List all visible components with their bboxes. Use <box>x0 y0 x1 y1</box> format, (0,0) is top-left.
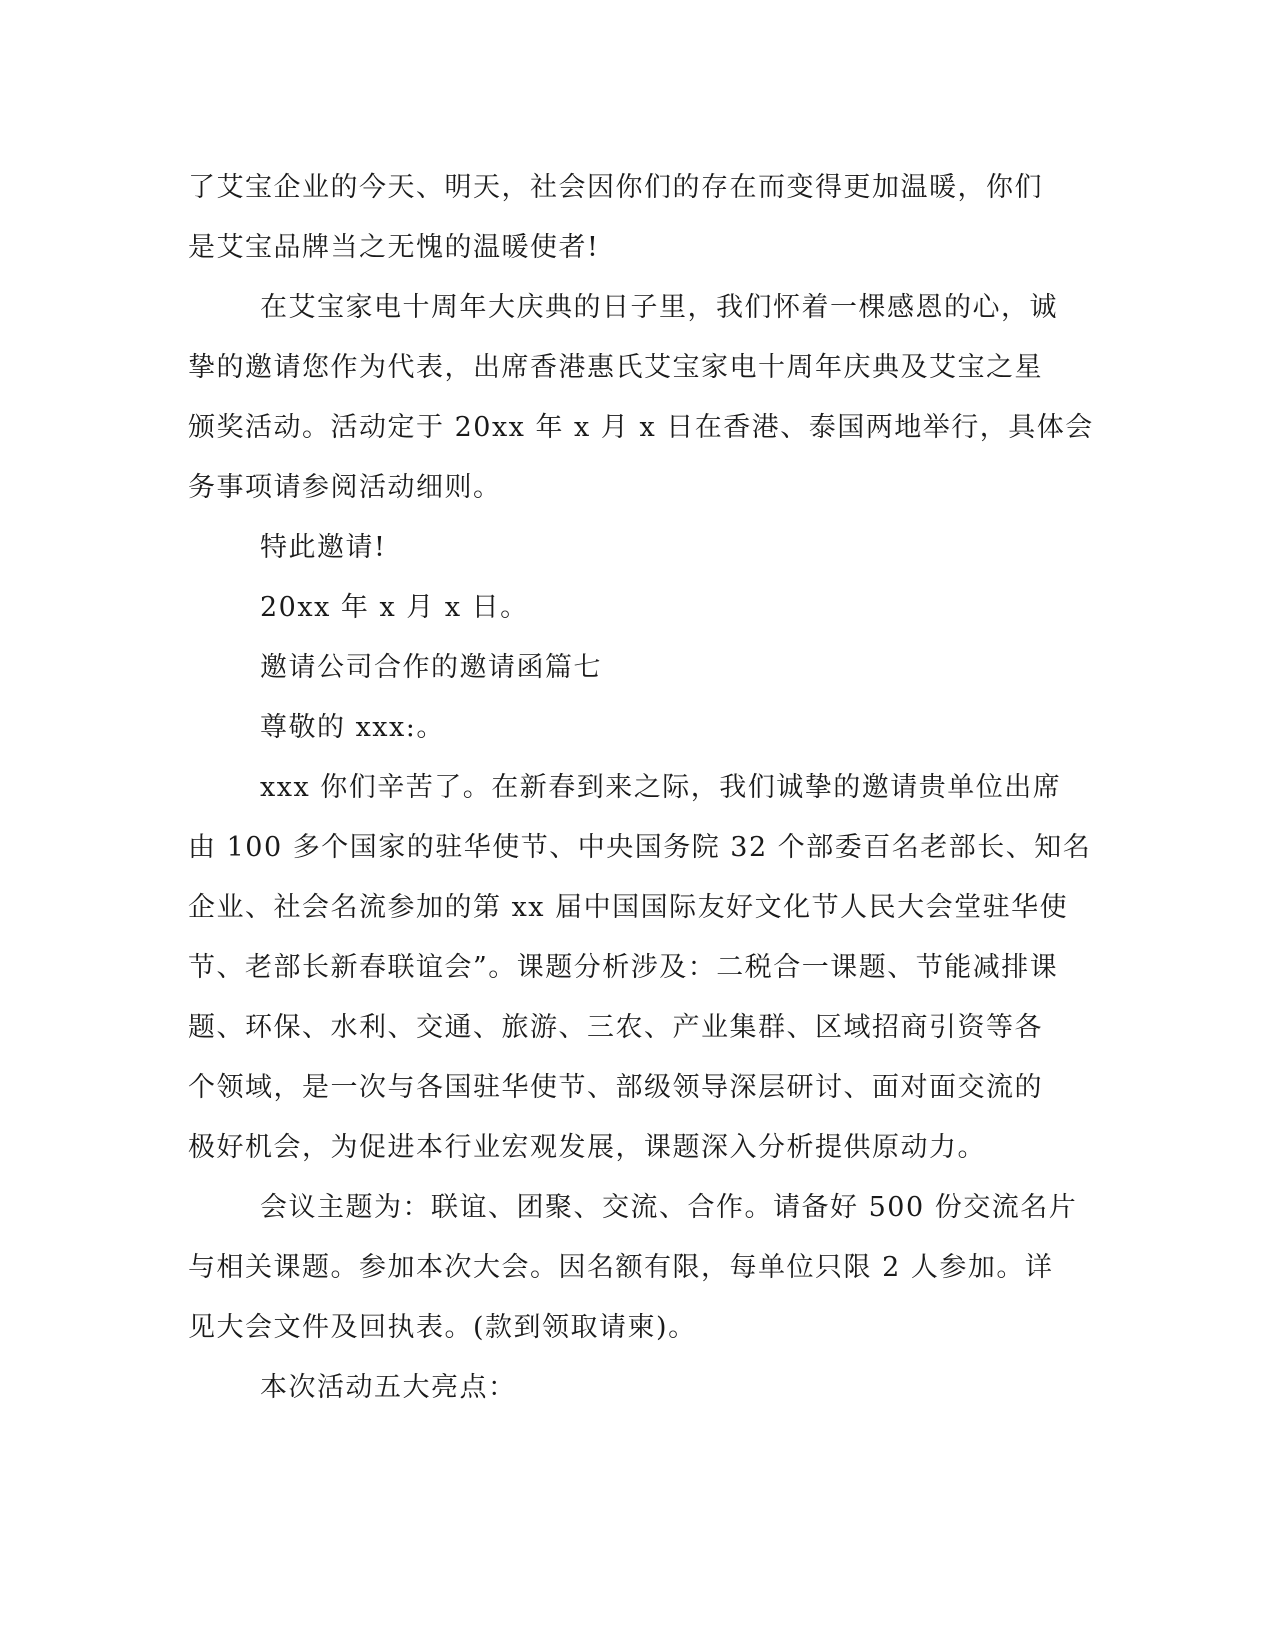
text-line: 与相关课题。参加本次大会。因名额有限，每单位只限 2 人参加。详 <box>188 1252 1054 1283</box>
paragraph-2 <box>188 278 1094 518</box>
text-line: 个领域，是一次与各国驻华使节、部级领导深层研讨、面对面交流的 <box>188 1072 1043 1103</box>
paragraph-4 <box>188 578 1068 638</box>
paragraph-7 <box>188 758 1092 1178</box>
text-line: 见大会文件及回执表。(款到领取请柬)。 <box>188 1312 697 1343</box>
paragraph-9 <box>188 1358 1068 1418</box>
text-line: 节、老部长新春联谊会”。课题分析涉及：二税合一课题、节能减排课 <box>188 952 1059 983</box>
text-line: 挚的邀请您作为代表，出席香港惠氏艾宝家电十周年庆典及艾宝之星 <box>188 352 1043 383</box>
text-line: 颁奖活动。活动定于 20xx 年 x 月 x 日在香港、泰国两地举行，具体会 <box>188 412 1094 443</box>
paragraph-3 <box>188 518 1068 578</box>
text-line: 特此邀请! <box>260 532 387 563</box>
paragraph-1 <box>188 158 1068 278</box>
text-line: 由 100 多个国家的驻华使节、中央国务院 32 个部委百名老部长、知名 <box>188 832 1092 863</box>
paragraph-6 <box>188 698 1068 758</box>
text-line: xxx 你们辛苦了。在新春到来之际，我们诚挚的邀请贵单位出席 <box>260 772 1062 803</box>
text-line: 会议主题为：联谊、团聚、交流、合作。请备好 500 份交流名片 <box>260 1192 1078 1223</box>
text-line: 务事项请参阅活动细则。 <box>188 472 502 503</box>
text-line: 企业、社会名流参加的第 xx 届中国国际友好文化节人民大会堂驻华使 <box>188 892 1069 923</box>
salutation: 尊敬的 xxx:。 <box>260 712 445 743</box>
section-heading: 邀请公司合作的邀请函篇七 <box>260 652 602 683</box>
date-line: 20xx 年 x 月 x 日。 <box>260 592 529 623</box>
text-line: 了艾宝企业的今天、明天，社会因你们的存在而变得更加温暖，你们 <box>188 172 1043 203</box>
text-line: 是艾宝品牌当之无愧的温暖使者! <box>188 232 600 263</box>
paragraph-5 <box>188 638 1068 698</box>
document-body <box>188 158 1094 1418</box>
text-line: 本次活动五大亮点： <box>260 1372 517 1403</box>
paragraph-8 <box>188 1178 1078 1358</box>
text-line: 极好机会，为促进本行业宏观发展，课题深入分析提供原动力。 <box>188 1132 986 1163</box>
text-line: 题、环保、水利、交通、旅游、三农、产业集群、区域招商引资等各 <box>188 1012 1043 1043</box>
text-line: 在艾宝家电十周年大庆典的日子里，我们怀着一棵感恩的心，诚 <box>260 292 1058 323</box>
